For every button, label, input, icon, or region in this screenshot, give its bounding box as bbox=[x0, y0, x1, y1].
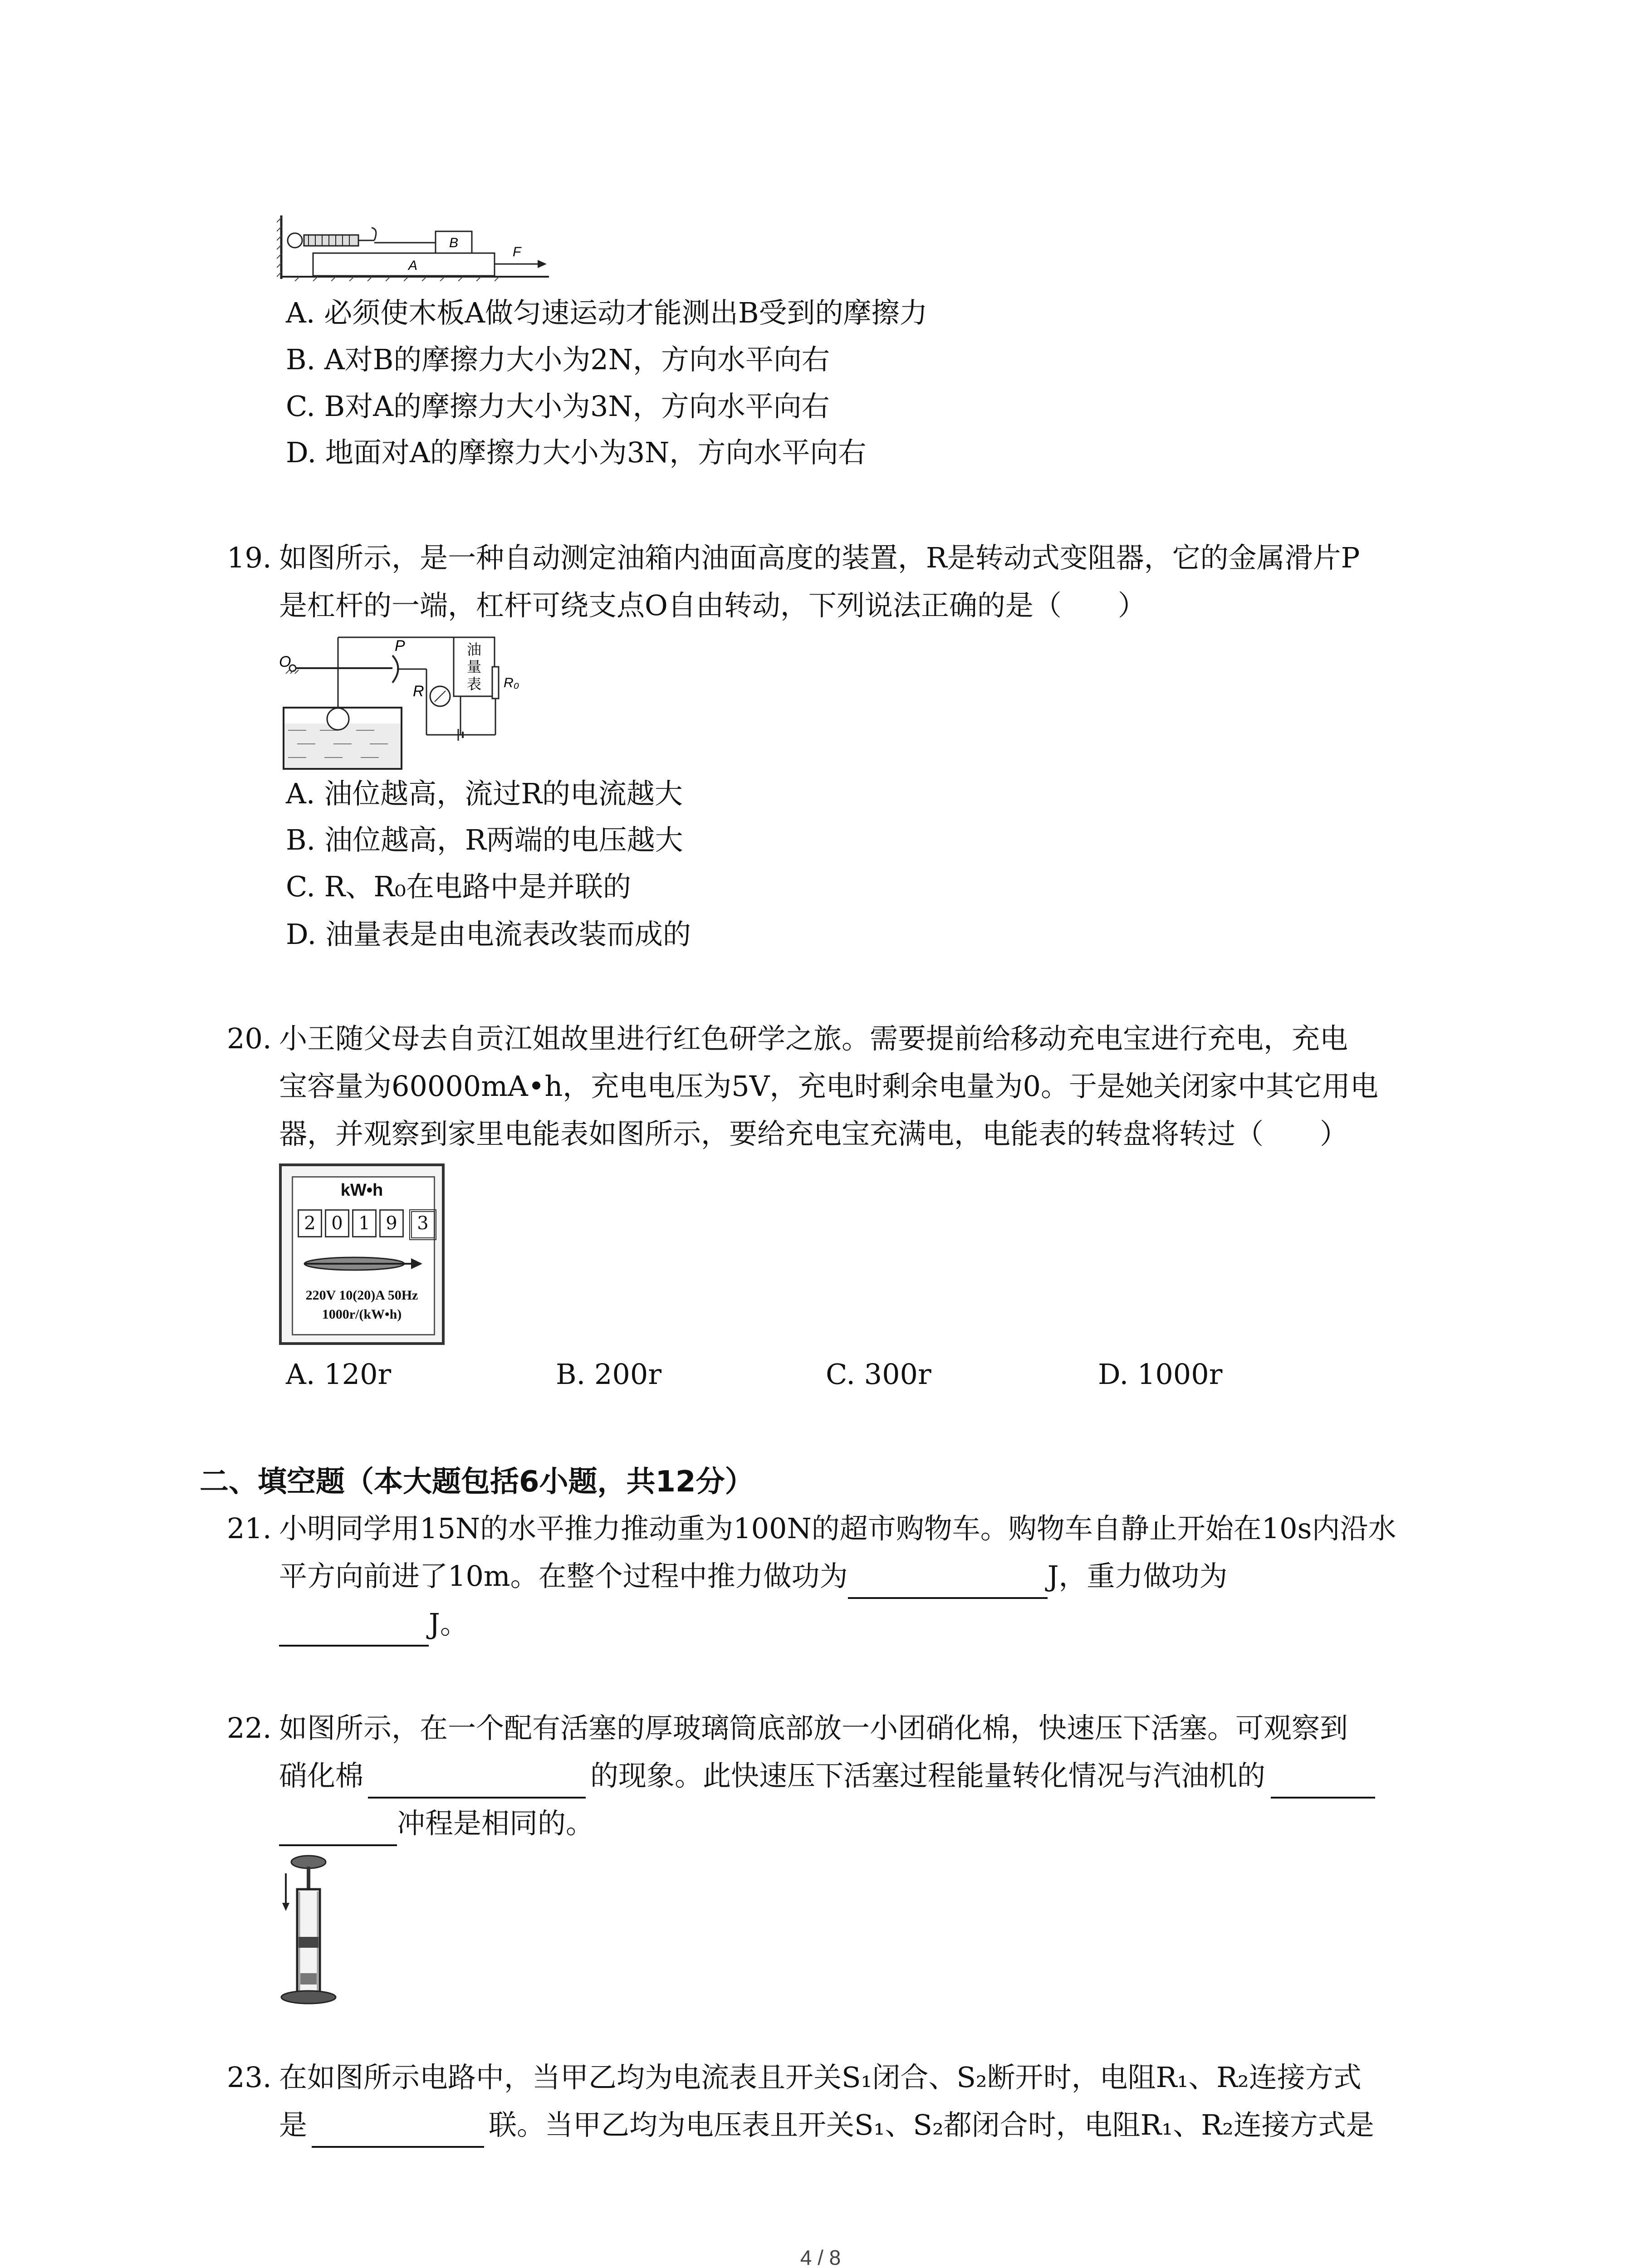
q20-meter-digit-1: 2 bbox=[298, 1209, 322, 1237]
q18-option-a[interactable]: A. 必须使木板A做匀速运动才能测出B受到的摩擦力 bbox=[286, 296, 928, 329]
q19-label-o: O bbox=[279, 653, 291, 670]
q22-piston-cylinder-figure bbox=[272, 1853, 345, 2007]
q20-energy-meter bbox=[279, 1163, 445, 1345]
q18-friction-figure bbox=[277, 213, 549, 281]
q21-stem-line3 bbox=[279, 1601, 468, 1647]
q21-number: 21. bbox=[227, 1512, 272, 1545]
q18-option-b[interactable]: B. A对B的摩擦力大小为2N，方向水平向右 bbox=[286, 343, 830, 376]
q20-number: 20. bbox=[227, 1022, 272, 1055]
q22-text-3: 冲程是相同的。 bbox=[397, 1807, 594, 1840]
q19-option-c[interactable]: C. R、R₀在电路中是并联的 bbox=[286, 870, 631, 903]
q19-option-a[interactable]: A. 油位越高，流过R的电流越大 bbox=[286, 777, 683, 810]
q19-meter-label-2: 量 bbox=[466, 659, 482, 675]
q18-option-d[interactable]: D. 地面对A的摩擦力大小为3N，方向水平向右 bbox=[286, 436, 867, 469]
q20-meter-digit-4: 9 bbox=[379, 1209, 404, 1237]
q18-label-f: F bbox=[513, 244, 521, 259]
q22-number: 22. bbox=[227, 1711, 272, 1745]
q18-option-c[interactable]: C. B对A的摩擦力大小为3N，方向水平向右 bbox=[286, 390, 830, 423]
q19-number: 19. bbox=[227, 541, 272, 574]
q22-text-2b: 的现象。此快速压下活塞过程能量转化情况与汽油机的 bbox=[590, 1759, 1266, 1792]
q23-blank-1[interactable] bbox=[312, 2120, 484, 2148]
q21-blank-1[interactable] bbox=[848, 1571, 1048, 1599]
q22-text-2a: 硝化棉 bbox=[279, 1759, 364, 1792]
q20-stem-line2: 宝容量为60000mA•h，充电电压为5V，充电时剩余电量为0。于是她关闭家中其它用电 bbox=[279, 1070, 1378, 1103]
q20-stem-line3: 器，并观察到家里电能表如图所示，要给充电宝充满电，电能表的转盘将转过（ ） bbox=[279, 1117, 1348, 1150]
q20-option-a[interactable]: A. 120r bbox=[286, 1358, 392, 1391]
q20-meter-unit: kW•h bbox=[340, 1181, 383, 1200]
q23-stem-line1: 在如图所示电路中，当甲乙均为电流表且开关S₁闭合、S₂断开时，电阻R₁、R₂连接方式 bbox=[279, 2061, 1362, 2094]
q19-option-b[interactable]: B. 油位越高，R两端的电压越大 bbox=[286, 823, 683, 856]
q21-blank-2[interactable] bbox=[279, 1618, 429, 1647]
q20-meter-digit-2: 0 bbox=[325, 1209, 349, 1237]
q20-option-c[interactable]: C. 300r bbox=[826, 1358, 931, 1391]
q20-stem-line1: 小王随父母去自贡江姐故里进行红色研学之旅。需要提前给移动充电宝进行充电，充电 bbox=[279, 1022, 1348, 1055]
q21-text-2b: J，重力做功为 bbox=[1047, 1559, 1228, 1593]
q19-label-r: R bbox=[413, 683, 424, 700]
q22-stem-line1: 如图所示，在一个配有活塞的厚玻璃筒底部放一小团硝化棉，快速压下活塞。可观察到 bbox=[279, 1711, 1348, 1745]
q22-stem-line3 bbox=[279, 1801, 594, 1846]
q21-text-3: J。 bbox=[429, 1607, 468, 1640]
q19-option-d[interactable]: D. 油量表是由电流表改装而成的 bbox=[286, 918, 691, 951]
q21-stem-line1: 小明同学用15N的水平推力推动重为100N的超市购物车。购物车自静止开始在10s内沿水 bbox=[279, 1512, 1396, 1545]
q22-blank-1[interactable] bbox=[368, 1770, 586, 1799]
q23-text-2a: 是 bbox=[279, 2108, 308, 2141]
section-2-heading: 二、填空题（本大题包括6小题，共12分） bbox=[200, 1465, 754, 1499]
q20-meter-spec-2: 1000r/(kW•h) bbox=[322, 1307, 402, 1322]
q22-stem-line2 bbox=[279, 1753, 1375, 1799]
q21-text-2a: 平方向前进了10m。在整个过程中推力做功为 bbox=[279, 1559, 848, 1593]
q20-meter-digit-5: 3 bbox=[409, 1209, 436, 1240]
q19-oil-gauge-figure bbox=[279, 628, 533, 773]
q20-meter-spec-1: 220V 10(20)A 50Hz bbox=[305, 1288, 418, 1303]
q18-label-a: A bbox=[408, 258, 418, 273]
q20-meter-digit-3: 1 bbox=[352, 1209, 377, 1237]
q22-blank-2b[interactable] bbox=[279, 1818, 397, 1846]
q18-label-b: B bbox=[449, 235, 459, 250]
q22-blank-2a[interactable] bbox=[1271, 1770, 1375, 1799]
q23-stem-line2 bbox=[279, 2102, 1374, 2148]
q19-stem-line1: 如图所示，是一种自动测定油箱内油面高度的装置，R是转动式变阻器，它的金属滑片P bbox=[279, 541, 1360, 574]
q23-text-2b: 联。当甲乙均为电压表且开关S₁、S₂都闭合时，电阻R₁、R₂连接方式是 bbox=[489, 2108, 1374, 2141]
q20-option-b[interactable]: B. 200r bbox=[556, 1358, 661, 1391]
page-number: 4 / 8 bbox=[800, 2246, 841, 2268]
q20-option-d[interactable]: D. 1000r bbox=[1098, 1358, 1223, 1391]
q21-stem-line2 bbox=[279, 1554, 1228, 1599]
q19-label-r0: R₀ bbox=[504, 675, 519, 690]
q23-number: 23. bbox=[227, 2061, 272, 2094]
q19-meter-label-1: 油 bbox=[466, 641, 482, 658]
q19-stem-line2: 是杠杆的一端，杠杆可绕支点O自由转动，下列说法正确的是（ ） bbox=[279, 589, 1146, 622]
q19-meter-label-3: 表 bbox=[466, 676, 482, 692]
q19-label-p: P bbox=[395, 637, 405, 655]
q20-meter-disc-arrow-icon bbox=[300, 1250, 427, 1277]
